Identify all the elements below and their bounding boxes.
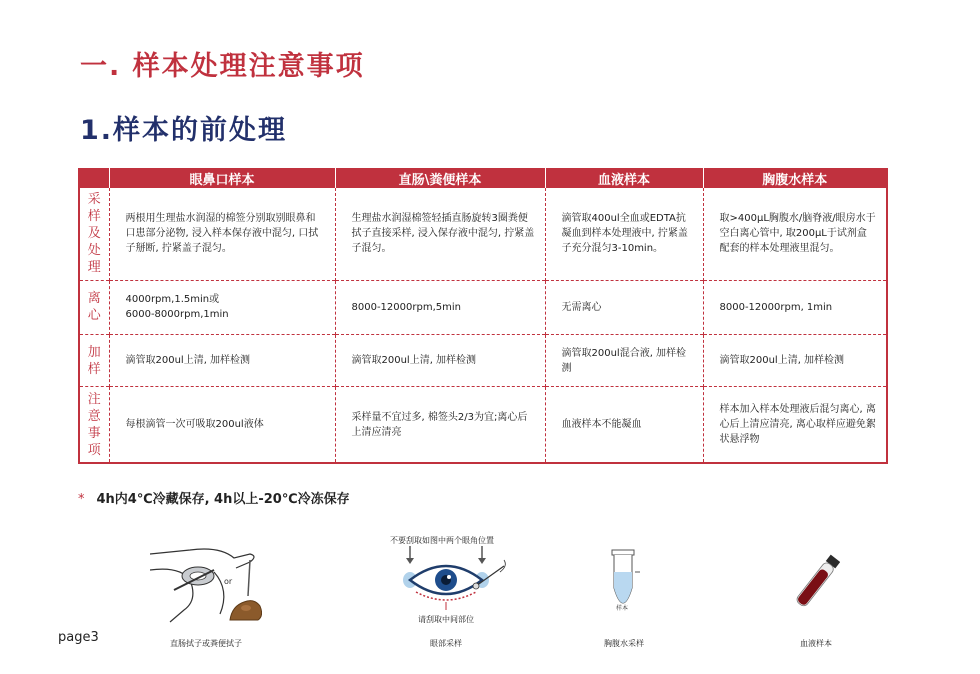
row-label: 注 意 事 项: [79, 387, 109, 463]
table-cell: 滴管取200ul上清, 加样检测: [335, 335, 545, 387]
sample-processing-table: [78, 168, 888, 464]
or-label: or: [224, 577, 233, 586]
blood-caption: 血液样本: [800, 639, 832, 648]
eye-top-label: 不要刮取如图中两个眼角位置: [390, 536, 494, 545]
table-cell: 8000-12000rpm,5min: [335, 280, 545, 334]
asterisk-icon: *: [78, 492, 85, 507]
tube-label: 样本: [616, 605, 629, 612]
row-label: 离 心: [79, 280, 109, 334]
table-row: [79, 280, 887, 334]
eye-bottom-label: 请刮取中间部位: [418, 615, 474, 624]
column-header: 胸腹水样本: [703, 168, 887, 188]
storage-note: [78, 488, 350, 507]
column-header: 眼鼻口样本: [109, 168, 335, 188]
table-cell: 样本加入样本处理液后混匀离心, 离心后上清应清亮, 离心取样应避免絮状悬浮物: [703, 387, 887, 463]
table-cell: 采样量不宜过多, 棉签头2/3为宜;离心后上清应清亮: [335, 387, 545, 463]
table-cell: 滴管取400ul全血或EDTA抗凝血到样本处理液中, 拧紧盖子充分混匀3-10min。: [545, 188, 703, 280]
section-heading: 一. 样本处理注意事项: [80, 51, 365, 82]
table-header-row: [79, 168, 887, 188]
eye-sampling-illustration: [396, 546, 512, 612]
row-label: 加 样: [79, 335, 109, 387]
rectal-caption: 直肠拭子或粪便拭子: [170, 639, 242, 648]
column-header: 血液样本: [545, 168, 703, 188]
column-header: 直肠\粪便样本: [335, 168, 545, 188]
table-row: [79, 387, 887, 463]
table-cell: 4000rpm,1.5min或 6000-8000rpm,1min: [109, 280, 335, 334]
rectal-swab-illustration: [150, 540, 262, 624]
table-cell: 滴管取200ul上清, 加样检测: [703, 335, 887, 387]
tube-caption: 胸腹水采样: [604, 639, 644, 648]
table-cell: 取>400μL胸腹水/脑脊液/眼房水于空白离心管中, 取200μL于试剂盒配套的样本处理液里混匀。: [703, 188, 887, 280]
table-cell: 8000-12000rpm, 1min: [703, 280, 887, 334]
table-cell: 两根用生理盐水润湿的棉签分别取别眼鼻和口患部分泌物, 浸入样本保存液中混匀, 口拭子掰断, 拧紧盖子混匀。: [109, 188, 335, 280]
storage-note-text: 4h内4℃冷藏保存, 4h以上-20℃冷冻保存: [96, 492, 350, 507]
table-cell: 每根滴管一次可吸取200ul液体: [109, 387, 335, 463]
table-row: [79, 188, 887, 280]
table-cell: 无需离心: [545, 280, 703, 334]
table-row: [79, 335, 887, 387]
table-cell: 滴管取200ul上清, 加样检测: [109, 335, 335, 387]
table-cell: 滴管取200ul混合液, 加样检测: [545, 335, 703, 387]
blood-tube-illustration: [794, 550, 840, 614]
subsection-heading: 1.样本的前处理: [80, 115, 288, 146]
page-number: page3: [58, 630, 99, 645]
row-label: 采 样 及 处 理: [87, 192, 101, 276]
table-cell: 生理盐水润湿棉签轻插直肠旋转3圈粪便拭子直接采样, 浸入保存液中混匀, 拧紧盖子混匀。: [335, 188, 545, 280]
header-corner: [79, 168, 109, 188]
centrifuge-tube-illustration: [606, 548, 642, 622]
table-cell: 血液样本不能凝血: [545, 387, 703, 463]
eye-caption: 眼部采样: [430, 639, 462, 648]
